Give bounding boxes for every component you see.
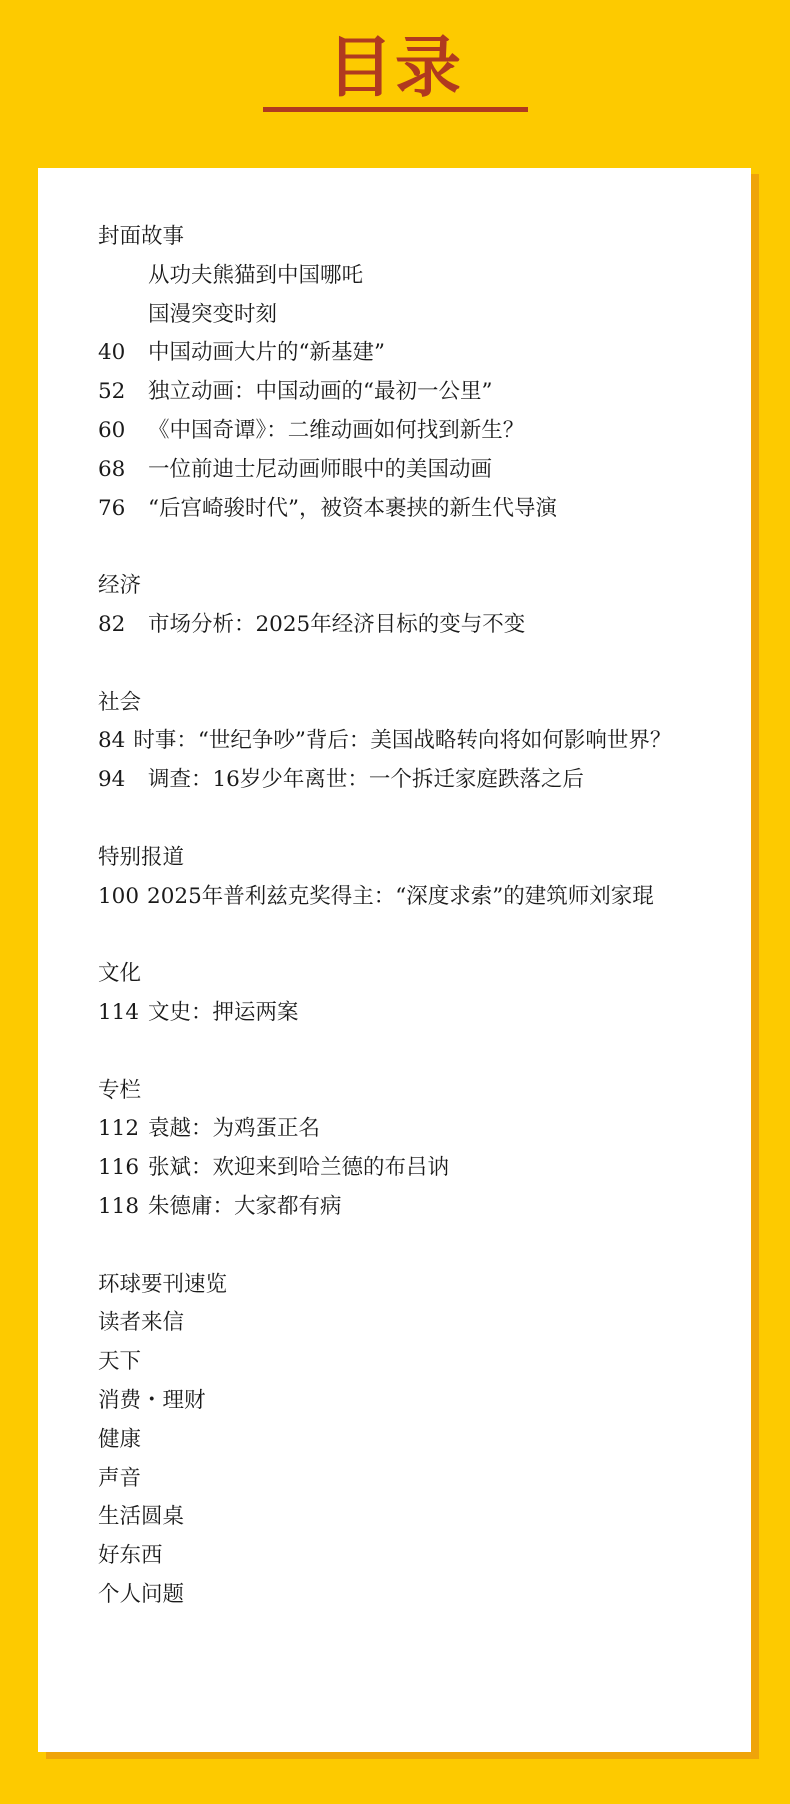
section-heading-column: 专栏 <box>98 1077 142 1103</box>
page-header <box>0 0 790 170</box>
misc-section-item[interactable]: 天下 <box>98 1349 142 1375</box>
toc-entry[interactable] <box>98 490 718 529</box>
page-number: 84 <box>98 728 126 754</box>
article-title: 一位前迪士尼动画师眼中的美国动画 <box>148 456 493 482</box>
toc-entry[interactable] <box>98 373 718 412</box>
toc-entry[interactable] <box>98 1188 718 1227</box>
article-title: “后宫崎骏时代”，被资本裹挟的新生代导演 <box>148 495 557 521</box>
misc-section-item[interactable]: 健康 <box>98 1426 142 1452</box>
toc-entry[interactable] <box>98 1110 718 1149</box>
cover-intro-line: 从功夫熊猫到中国哪吒 <box>148 262 364 288</box>
toc-entry[interactable] <box>98 606 718 645</box>
toc-entry[interactable] <box>98 994 718 1033</box>
article-title: 朱德庸：大家都有病 <box>148 1193 342 1219</box>
page-number: 40 <box>98 340 126 366</box>
page-title: 目录 <box>327 29 463 106</box>
article-title: 袁越：为鸡蛋正名 <box>148 1116 321 1142</box>
title-underline <box>263 107 528 112</box>
article-title: 调查：16岁少年离世：一个拆迁家庭跌落之后 <box>148 767 584 793</box>
section-heading-economy: 经济 <box>98 573 142 599</box>
section-heading-culture: 文化 <box>98 961 142 987</box>
toc-entry[interactable] <box>98 412 718 451</box>
misc-section-item[interactable]: 环球要刊速览 <box>98 1271 228 1297</box>
misc-section-item[interactable]: 消费・理财 <box>98 1387 206 1413</box>
toc-entry[interactable] <box>98 722 718 761</box>
page-number: 76 <box>98 495 126 521</box>
misc-section-item[interactable]: 个人问题 <box>98 1581 185 1607</box>
page-number: 116 <box>98 1155 140 1181</box>
article-title: 市场分析：2025年经济目标的变与不变 <box>148 611 526 637</box>
table-of-contents <box>98 218 718 1615</box>
page-number: 82 <box>98 611 126 637</box>
page-number: 52 <box>98 379 126 405</box>
article-title: 独立动画：中国动画的“最初一公里” <box>148 379 493 405</box>
cover-intro-line: 国漫突变时刻 <box>148 301 278 327</box>
misc-section-item[interactable]: 生活圆桌 <box>98 1504 185 1530</box>
article-title: 时事：“世纪争吵”背后：美国战略转向将如何影响世界？ <box>133 728 672 754</box>
misc-section-item[interactable]: 好东西 <box>98 1543 163 1569</box>
article-title: 文史：押运两案 <box>148 999 299 1025</box>
toc-entry[interactable] <box>98 761 718 800</box>
article-title: 中国动画大片的“新基建” <box>148 340 385 366</box>
toc-entry[interactable] <box>98 334 718 373</box>
article-title: 2025年普利兹克奖得主：“深度求索”的建筑师刘家琨 <box>147 883 654 909</box>
toc-entry[interactable] <box>98 1149 718 1188</box>
section-heading-special: 特别报道 <box>98 844 185 870</box>
toc-entry[interactable] <box>98 451 718 490</box>
article-title: 《中国奇谭》：二维动画如何找到新生？ <box>148 417 525 443</box>
page-number: 112 <box>98 1116 140 1142</box>
page-number: 114 <box>98 999 140 1025</box>
article-title: 张斌：欢迎来到哈兰德的布吕讷 <box>148 1155 450 1181</box>
page-number: 100 <box>98 883 140 909</box>
misc-section-item[interactable]: 声音 <box>98 1465 142 1491</box>
page-number: 68 <box>98 456 126 482</box>
toc-entry[interactable] <box>98 878 718 917</box>
section-heading-cover: 封面故事 <box>98 224 185 249</box>
misc-section-item[interactable]: 读者来信 <box>98 1310 185 1336</box>
page-number: 118 <box>98 1193 140 1219</box>
page-number: 60 <box>98 417 126 443</box>
section-heading-society: 社会 <box>98 689 142 715</box>
page-number: 94 <box>98 767 126 793</box>
